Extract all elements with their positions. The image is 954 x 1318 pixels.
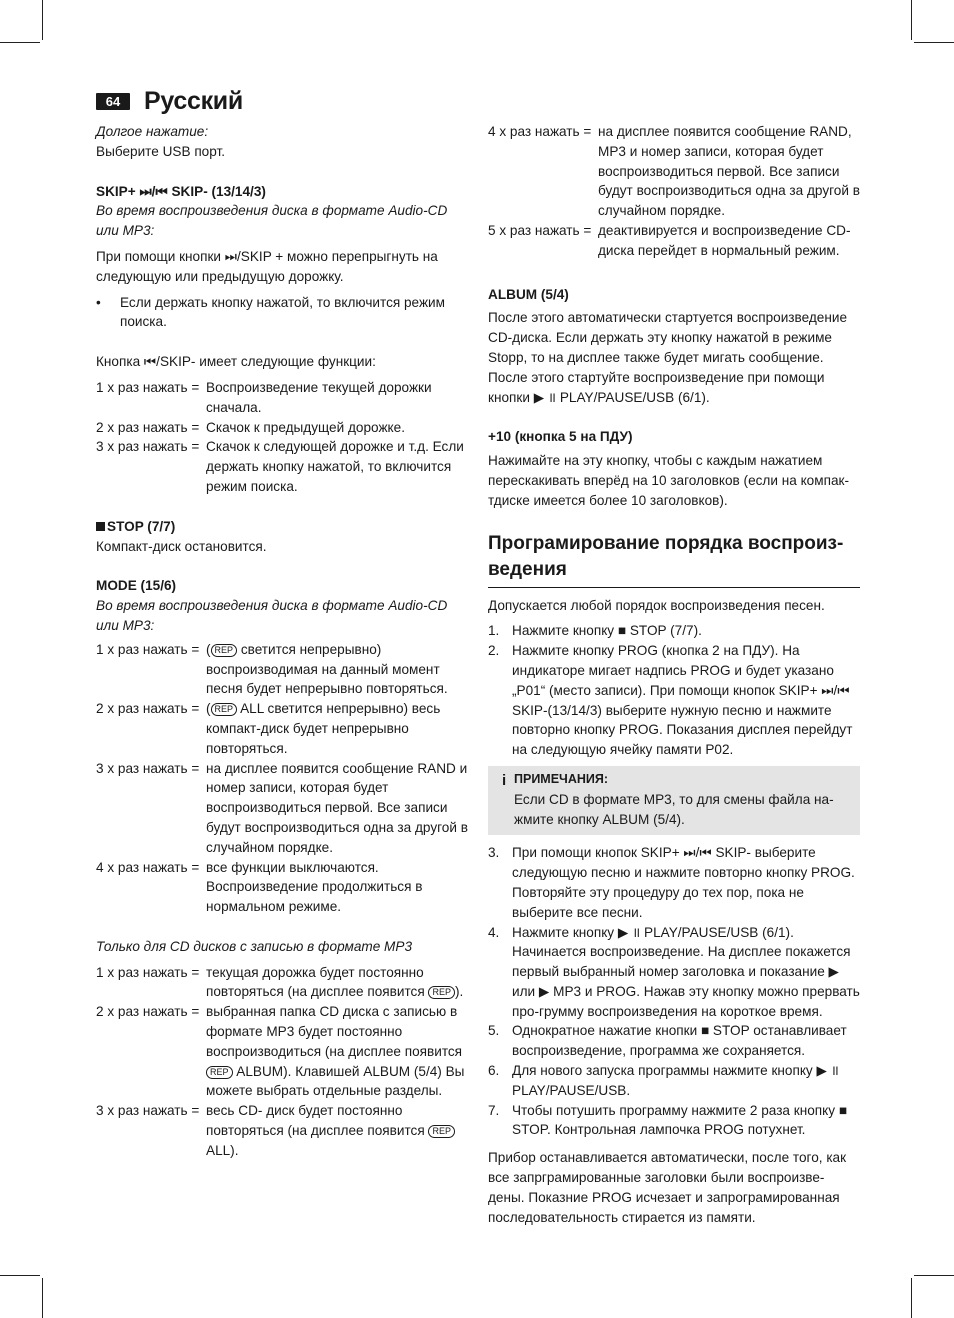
prog-intro: Допускается любой порядок воспроизведения песен. [488, 597, 825, 613]
table-row: 4 x раз нажать = все функции выключаются. Воспроизведение продолжиться в нормальном режиме. [96, 859, 423, 915]
info-icon: i [502, 771, 507, 789]
list-item: 5. Однократное нажатие кнопки ■ STOP останавливает воспроизведение, программа же сохраняется. [488, 1023, 847, 1059]
bullet-icon: • [96, 294, 101, 310]
stop-text: Компакт-диск остановится. [96, 538, 267, 554]
crop-mark [914, 1275, 954, 1276]
skip-bullet: Если держать кнопку нажатой, то включится режим поиска. [120, 294, 446, 330]
stop-heading: STOP (7/7) [96, 517, 468, 537]
table-row: 3 x раз нажать = весь CD- диск будет постоянно повторяться (на дисплее появится REP ALL). [96, 1101, 468, 1160]
stop-square-icon [96, 522, 105, 531]
repeat-icon: REP [206, 1066, 233, 1079]
mode-heading: MODE (15/6) [96, 578, 177, 594]
list-item: 7. Чтобы потушить программу нажмите 2 раза кнопку ■ STOP. Контрольная лампочка PROG потухнет. [488, 1102, 848, 1138]
left-column [96, 122, 468, 1161]
list-item [96, 293, 468, 333]
prog-outro: Прибор останавливается автоматически, после того, как все запрграмированные заголовки были воспроизве-дены. Показние PROG исчезает и запрограмированная последовательность стирается из памяти. [488, 1150, 847, 1225]
page-number: 64 [96, 93, 130, 110]
plus10-heading: +10 (кнопка 5 на ПДУ) [488, 429, 633, 445]
list-item: 1. Нажмите кнопку ■ STOP (7/7). [488, 623, 702, 639]
crop-mark [42, 0, 43, 40]
prog-steps [488, 621, 860, 760]
prog-heading: Програмирование порядка воспроиз-ведения [488, 531, 860, 588]
list-item: 2. Нажмите кнопку PROG (кнопка 2 на ПДУ). На индикаторе мигает надпись PROG и будет указано „P01“ (место записи). При помощи кнопок SKIP+ ⏭/⏮ SKIP-(13/14/3) выберите нужную песню и нажмите повторно кнопку PROG. Показания дисплея перейдут на следующую ячейку памяти P02. [488, 643, 853, 758]
intro-text: Выберите USB порт. [96, 143, 226, 159]
crop-mark [911, 1278, 912, 1318]
table-row: 1 x раз нажать = ( REP светится непрерывно) воспроизводимая на данный момент песня будет непрерывно повторяться. [96, 641, 448, 697]
table-row: 3 x раз нажать = Скачок к следующей дорожке и т.д. Если держать кнопку нажатой, то включится режим поиска. [96, 439, 464, 494]
table-row: 5 x раз нажать = деактивируется и воспроизведение CD-диска перейдет в нормальный режим. [488, 222, 851, 258]
table-row: 2 x раз нажать = выбранная папка CD диска с записью в формате MP3 будет постоянно воспроизводиться (на дисплее появится REP ALBUM). Клавишей ALBUM (5/4) Вы можете выбрать отдельные разделы. [96, 1004, 465, 1099]
table-row: 4 x раз нажать = на дисплее появится сообщение RAND, MP3 и номер записи, которая будет воспроизводиться первой. Все записи будут воспроизводиться одна за другой в случайном порядке. [488, 124, 860, 219]
skip-text: При помощи кнопки ⏭/SKIP + можно перепрыгнуть на следующую или предыдущую дорожку. [96, 248, 438, 284]
table-row: 2 x раз нажать = ( REP ALL светится непрерывно) весь компакт-диск будет непрерывно повторяться. [96, 701, 441, 756]
note-box [488, 766, 860, 835]
table-row: 1 x раз нажать = Воспроизведение текущей дорожки сначала. [96, 379, 432, 415]
repeat-icon: REP [211, 644, 238, 657]
repeat-icon: REP [211, 703, 238, 716]
crop-mark [0, 1275, 40, 1276]
repeat-icon: REP [428, 986, 455, 999]
table-row: 2 x раз нажать = Скачок к предыдущей дорожке. [96, 419, 405, 435]
table-row: 3 x раз нажать = на дисплее появится сообщение RAND и номер записи, которая будет воспроизводиться первой. Все записи будут воспроизводиться одна за другой в случайном порядке. [96, 760, 468, 855]
note-text: Если CD в формате MP3, то для смены файла на-жмите кнопку ALBUM (5/4). [514, 791, 834, 827]
crop-mark [42, 1278, 43, 1318]
list-item: 4. Нажмите кнопку ▶ ॥ PLAY/PAUSE/USB (6/1). Начинается воспроизведение. На дисплее покажется первый выбранный номер заголовка и показание ▶ или ▶ MP3 и PROG. Нажав эту кнопку можно прервать про-грумму воспроизведения на короткое время. [488, 924, 860, 1019]
list-item: 3. При помощи кнопок SKIP+ ⏭/⏮ SKIP- выберите следующую песню и нажмите повторно кнопку PROG. Повторяйте эту процедуру до тех пор, пока не выберите все песни. [488, 845, 855, 920]
album-text: После этого автоматически стартуется воспроизведение CD-диска. Если держать эту кнопку нажатой в режиме Stopp, то на дисплее также будет мигать сообщение. После этого стартуйте воспроизведение при помощи кнопки ▶ ॥ PLAY/PAUSE/USB (6/1). [488, 310, 848, 405]
skip-sub-intro: Кнопка ⏮/SKIP- имеет следующие функции: [96, 354, 376, 370]
mp3-context: Только для CD дисков с записью в формате MP3 [96, 938, 413, 954]
intro-italic: Долгое нажатие: [96, 124, 209, 139]
crop-mark [911, 0, 912, 40]
skip-heading: SKIP+ ⏭/⏮ SKIP- (13/14/3) [96, 183, 266, 199]
table-row: 1 x раз нажать = текущая дорожка будет постоянно повторяться (на дисплее появится REP ). [96, 964, 464, 1000]
note-title: ПРИМЕЧАНИЯ: [514, 771, 609, 786]
page-title: Русский [144, 87, 243, 115]
plus10-text: Нажимайте на эту кнопку, чтобы с каждым нажатием перескакивать вперёд на 10 заголовков (если на компак-тдиске имеется более 10 заголовков). [488, 453, 849, 508]
album-heading: ALBUM (5/4) [488, 286, 569, 302]
repeat-icon: REP [428, 1125, 455, 1138]
list-item: 6. Для нового запуска программы нажмите кнопку ▶ ॥ PLAY/PAUSE/USB. [488, 1063, 839, 1098]
skip-context: Во время воспроизведения диска в формате Audio-CD или MP3: [96, 203, 448, 239]
crop-mark [0, 42, 40, 43]
prog-steps-continued [488, 843, 860, 1140]
mode-context: Во время воспроизведения диска в формате Audio-CD или MP3: [96, 598, 448, 633]
crop-mark [914, 42, 954, 43]
right-column [488, 122, 860, 1227]
